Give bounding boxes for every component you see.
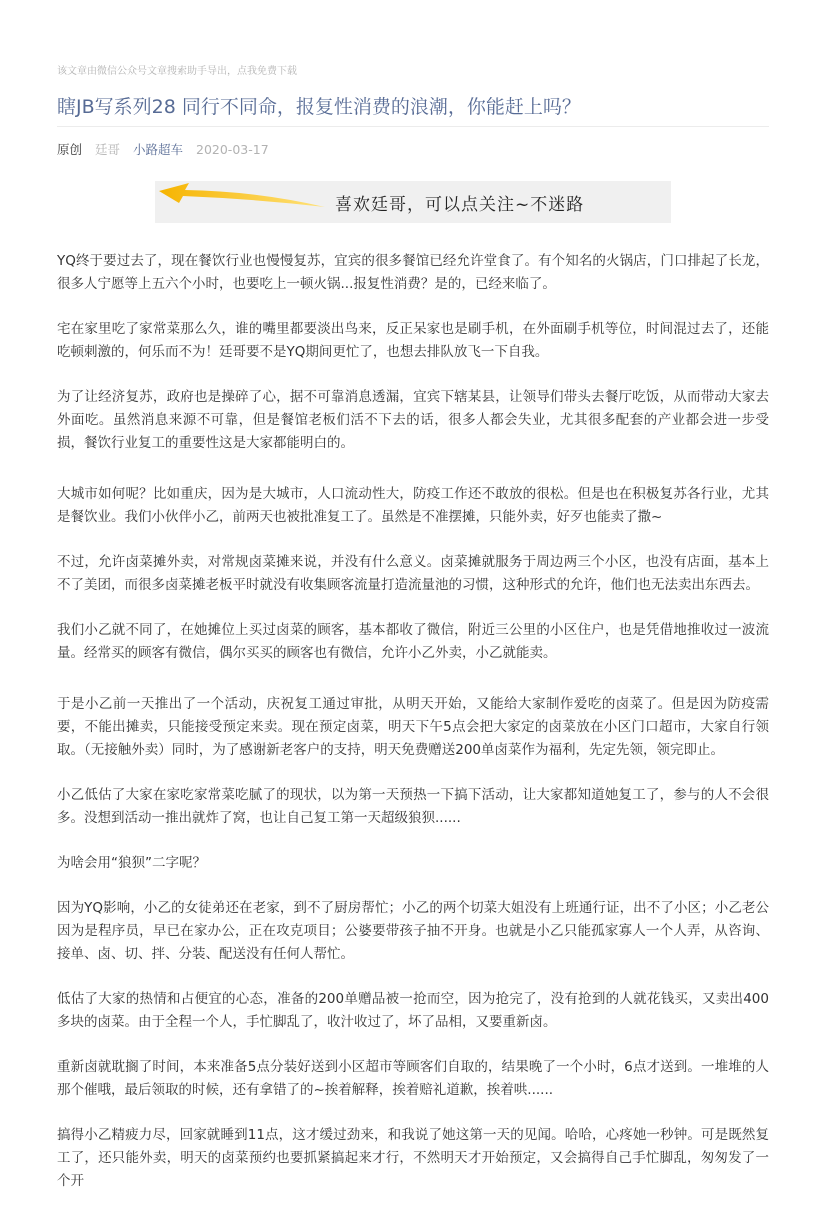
account-link[interactable]: 小路超车 xyxy=(133,142,184,157)
paragraph: 为啥会用“狼狈”二字呢？ xyxy=(57,855,206,871)
publish-date: 2020-03-17 xyxy=(196,142,269,157)
paragraph: 为了让经济复苏，政府也是操碎了心，据不可靠消息透漏，宜宾下辖某县，让领导们带头去餐厅吃饭，从而带动大家去外面吃。虽然消息来源不可靠，但是餐馆老板们活不下去的话，很多人都会失业，尤其很多配套的产业都会进一步受损，餐饮行业复工的重要性这是大家都能明白的。 xyxy=(57,389,769,451)
swoosh-arrow-icon xyxy=(155,181,335,223)
paragraph: 不过，允许卤菜摊外卖，对常规卤菜摊来说，并没有什么意义。卤菜摊就服务于周边两三个小区，也没有店面，基本上不了美团，而很多卤菜摊老板平时就没有收集顾客流量打造流量池的习惯，这种形式的允许，他们也无法卖出东西去。 xyxy=(57,554,769,593)
article-body xyxy=(57,250,769,1215)
paragraph: 我们小乙就不同了，在她摊位上买过卤菜的顾客，基本都收了微信，附近三公里的小区住户，也是凭借地推收过一波流量。经常买的顾客有微信，偶尔买买的顾客也有微信，允许小乙外卖，小乙就能卖。 xyxy=(57,622,769,661)
paragraph: 大城市如何呢？比如重庆，因为是大城市，人口流动性大，防疫工作还不敢放的很松。但是也在积极复苏各行业，尤其是餐饮业。我们小伙伴小乙，前两天也被批准复工了。虽然是不准摆摊，只能外卖，好歹也能卖了撒~ xyxy=(57,486,769,525)
paragraph: 于是小乙前一天推出了一个活动，庆祝复工通过审批，从明天开始，又能给大家制作爱吃的卤菜了。但是因为防疫需要，不能出摊卖，只能接受预定来卖。现在预定卤菜，明天下午5点会把大家定的卤菜放在小区门口超市，大家自行领取。（无接触外卖）同时，为了感谢新老客户的支持，明天免费赠送200单卤菜作为福利，先定先领，领完即止。 xyxy=(57,696,769,758)
follow-banner xyxy=(155,181,671,223)
original-tag: 原创 xyxy=(57,142,83,157)
title-divider xyxy=(57,126,769,127)
export-notice[interactable]: 该文章由微信公众号文章搜索助手导出，点我免费下载 xyxy=(57,66,297,77)
paragraph: 因为YQ影响，小乙的女徒弟还在老家，到不了厨房帮忙；小乙的两个切菜大姐没有上班通行证，出不了小区；小乙老公因为是程序员，早已在家办公，正在攻克项目；公婆要带孩子抽不开身。也就是小乙只能孤家寡人一个人弄，从咨询、接单、卤、切、拌、分装、配送没有任何人帮忙。 xyxy=(57,900,769,962)
paragraph: 小乙低估了大家在家吃家常菜吃腻了的现状，以为第一天预热一下搞下活动，让大家都知道她复工了，参与的人不会很多。没想到活动一推出就炸了窝，也让自己复工第一天超级狼狈...... xyxy=(57,787,769,826)
author-name: 廷哥 xyxy=(95,142,121,157)
paragraph: 低估了大家的热情和占便宜的心态，准备的200单赠品被一抢而空，因为抢完了，没有抢到的人就花钱买，又卖出400多块的卤菜。由于全程一个人，手忙脚乱了，收汁收过了，坏了品相，又要重新卤。 xyxy=(57,991,769,1030)
article-title: 瞎JB写系列28 同行不同命，报复性消费的浪潮，你能赶上吗？ xyxy=(57,96,581,118)
paragraph: 重新卤就耽搁了时间，本来准备5点分装好送到小区超市等顾客们自取的，结果晚了一个小时，6点才送到。一堆堆的人那个催哦，最后领取的时候，还有拿错了的~挨着解释，挨着赔礼道歉，挨着哄...... xyxy=(57,1059,769,1098)
paragraph: 宅在家里吃了家常菜那么久，谁的嘴里都要淡出鸟来，反正呆家也是刷手机，在外面刷手机等位，时间混过去了，还能吃顿刺激的，何乐而不为！廷哥要不是YQ期间更忙了，也想去排队放飞一下自我。 xyxy=(57,321,769,360)
paragraph: YQ终于要过去了，现在餐饮行业也慢慢复苏，宜宾的很多餐馆已经允许堂食了。有个知名的火锅店，门口排起了长龙，很多人宁愿等上五六个小时，也要吃上一顿火锅...报复性消费？是的，已经来临了。 xyxy=(57,253,769,292)
banner-text: 喜欢廷哥，可以点关注~不迷路 xyxy=(335,195,585,215)
paragraph: 搞得小乙精疲力尽，回家就睡到11点，这才缓过劲来，和我说了她这第一天的见闻。哈哈，心疼她一秒钟。可是既然复工了，还只能外卖，明天的卤菜预约也要抓紧搞起来才行，不然明天才开始预定，又会搞得自己手忙脚乱，匆匆发了一个开 xyxy=(57,1127,769,1189)
article-meta xyxy=(57,140,278,158)
